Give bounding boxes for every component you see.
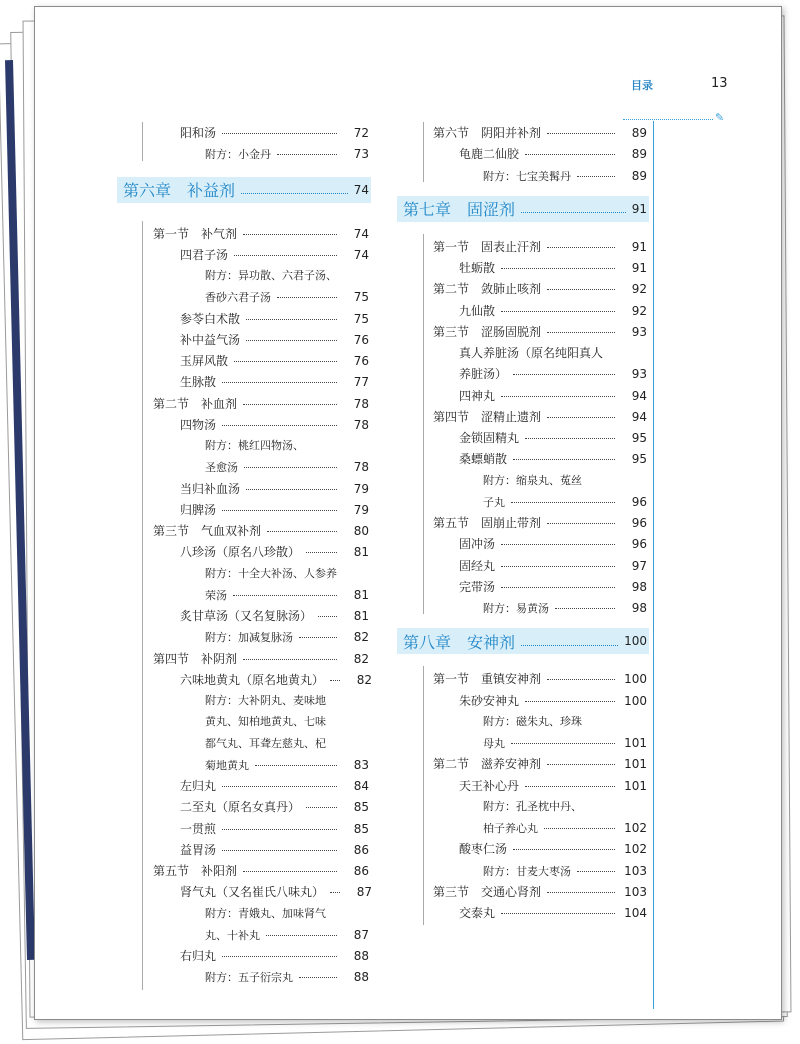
toc-section[interactable] bbox=[433, 672, 647, 686]
dot-leader bbox=[306, 552, 337, 553]
toc-entry[interactable] bbox=[459, 694, 647, 708]
dot-leader bbox=[244, 467, 337, 468]
dot-leader bbox=[513, 849, 615, 850]
toc-entry[interactable] bbox=[459, 367, 647, 381]
entry-page-number: 97 bbox=[631, 558, 647, 573]
entry-page-number: 100 bbox=[624, 672, 647, 687]
entry-page-number: 89 bbox=[631, 168, 647, 183]
entry-title: 母丸 bbox=[483, 737, 505, 750]
toc-section[interactable] bbox=[433, 282, 647, 296]
entry-title: 第六节 阴阳并补剂 bbox=[433, 126, 542, 140]
toc-sub-entry[interactable] bbox=[205, 737, 369, 751]
toc-sub-entry[interactable] bbox=[205, 928, 369, 943]
entry-title: 第三节 涩肠固脱剂 bbox=[433, 324, 542, 339]
entry-title: 第二节 滋养安神剂 bbox=[433, 757, 542, 772]
dot-leader bbox=[511, 502, 615, 503]
dot-leader bbox=[547, 523, 615, 524]
toc-entry[interactable] bbox=[180, 482, 369, 496]
entry-page-number: 101 bbox=[624, 778, 647, 793]
entry-title: 金锁固精丸 bbox=[459, 431, 520, 445]
toc-entry[interactable] bbox=[459, 559, 647, 573]
toc-sub-entry[interactable] bbox=[205, 907, 369, 921]
entry-title: 第四节 涩精止遗剂 bbox=[433, 409, 542, 424]
entry-title: 柏子养心丸 bbox=[483, 822, 538, 835]
entry-page-number: 86 bbox=[353, 842, 369, 857]
margin-rule bbox=[653, 121, 654, 1009]
entry-page-number: 93 bbox=[631, 324, 647, 339]
entry-page-number: 87 bbox=[356, 885, 373, 900]
entry-title: 菊地黄丸 bbox=[205, 758, 249, 772]
toc-sub-entry[interactable] bbox=[205, 567, 369, 581]
entry-title: 第三节 交通心肾剂 bbox=[433, 884, 542, 899]
entry-title: 八珍汤（原名八珍散） bbox=[180, 545, 301, 560]
entry-page-number: 104 bbox=[624, 906, 647, 920]
toc-section[interactable] bbox=[433, 410, 647, 424]
dot-leader bbox=[330, 892, 340, 893]
toc-entry[interactable] bbox=[180, 248, 369, 262]
entry-title: 第一节 补气剂 bbox=[153, 226, 238, 241]
entry-title: 第三节 气血双补剂 bbox=[153, 524, 262, 538]
toc-sub-entry[interactable] bbox=[205, 290, 369, 305]
entry-title: 第二节 敛肺止咳剂 bbox=[433, 282, 542, 297]
toc-entry[interactable] bbox=[459, 261, 647, 275]
dot-leader bbox=[222, 956, 337, 957]
entry-title: 附方：小金丹 bbox=[205, 148, 271, 162]
toc-sub-entry[interactable] bbox=[205, 439, 369, 453]
toc-entry[interactable] bbox=[180, 949, 369, 963]
dot-leader bbox=[513, 374, 615, 375]
entry-page-number: 89 bbox=[631, 147, 647, 162]
entry-title: 益胃汤 bbox=[180, 842, 217, 857]
dot-leader bbox=[525, 701, 615, 702]
dot-leader bbox=[234, 361, 337, 362]
toc-entry[interactable] bbox=[459, 304, 647, 318]
entry-page-number: 74 bbox=[353, 226, 369, 241]
entry-title: 桑螵蛸散 bbox=[459, 452, 508, 467]
dot-leader bbox=[501, 587, 615, 588]
entry-title: 阳和汤 bbox=[180, 126, 217, 140]
entry-title: 附方：七宝美髯丹 bbox=[483, 169, 571, 183]
dot-leader bbox=[243, 659, 337, 660]
toc-entry[interactable] bbox=[459, 779, 647, 793]
dot-leader bbox=[555, 608, 615, 609]
entry-page-number: 102 bbox=[624, 821, 647, 835]
chapter-title: 第七章 固涩剂 bbox=[403, 200, 516, 220]
entry-title: 附方：青娥丸、加味肾气 bbox=[205, 906, 326, 920]
entry-title: 附方：甘麦大枣汤 bbox=[483, 864, 571, 878]
chapter-page-number: 91 bbox=[631, 201, 647, 216]
entry-page-number: 81 bbox=[353, 609, 369, 623]
dot-leader bbox=[521, 212, 626, 213]
dot-leader bbox=[501, 311, 615, 312]
dot-leader bbox=[243, 234, 337, 235]
chapter-heading[interactable] bbox=[397, 628, 649, 654]
entry-page-number: 96 bbox=[631, 494, 647, 509]
toc-entry[interactable] bbox=[180, 800, 369, 814]
entry-page-number: 81 bbox=[353, 545, 369, 560]
toc-entry[interactable] bbox=[180, 126, 369, 140]
toc-sub-entry[interactable] bbox=[483, 736, 647, 751]
entry-title: 附方：孔圣枕中丹、 bbox=[483, 799, 582, 813]
chapter-title: 第八章 安神剂 bbox=[403, 632, 516, 652]
section-rule bbox=[423, 666, 424, 925]
dot-leader bbox=[266, 935, 337, 936]
toc-section[interactable] bbox=[153, 227, 369, 241]
entry-page-number: 76 bbox=[353, 354, 369, 368]
entry-page-number: 78 bbox=[353, 460, 369, 475]
dot-leader bbox=[544, 828, 615, 829]
dot-leader bbox=[246, 340, 337, 341]
entry-title: 九仙散 bbox=[459, 303, 496, 318]
entry-title: 附方：桃红四物汤、 bbox=[205, 439, 304, 452]
toc-sub-entry[interactable] bbox=[205, 269, 369, 283]
toc-entry[interactable] bbox=[180, 672, 373, 687]
entry-title: 生脉散 bbox=[180, 375, 217, 390]
entry-page-number: 94 bbox=[631, 388, 647, 403]
chapter-title: 第六章 补益剂 bbox=[123, 181, 236, 200]
toc-page bbox=[34, 6, 782, 1020]
entry-title: 第五节 固崩止带剂 bbox=[433, 516, 542, 530]
entry-title: 四君子汤 bbox=[180, 247, 229, 262]
entry-title: 附方：磁朱丸、珍珠 bbox=[483, 714, 582, 728]
dot-leader bbox=[501, 268, 615, 269]
dot-leader bbox=[234, 255, 337, 256]
entry-title: 一贯煎 bbox=[180, 821, 217, 836]
entry-title: 黄丸、知柏地黄丸、七味 bbox=[205, 715, 326, 729]
dot-leader bbox=[246, 319, 337, 320]
dot-leader bbox=[299, 637, 337, 638]
entry-title: 当归补血汤 bbox=[180, 481, 241, 496]
chapter-page-number: 74 bbox=[353, 182, 369, 197]
entry-title: 第二节 补血剂 bbox=[153, 396, 238, 411]
dot-leader bbox=[577, 176, 615, 177]
dot-leader bbox=[267, 531, 337, 532]
entry-page-number: 78 bbox=[353, 396, 369, 411]
toc-entry[interactable] bbox=[180, 418, 369, 432]
toc-entry[interactable] bbox=[459, 537, 647, 551]
entry-title: 参苓白术散 bbox=[180, 311, 241, 326]
toc-entry[interactable] bbox=[180, 885, 373, 900]
entry-title: 固经丸 bbox=[459, 558, 496, 573]
entry-title: 附方：加减复脉汤 bbox=[205, 631, 293, 645]
entry-title: 交泰丸 bbox=[459, 906, 496, 920]
dot-leader bbox=[525, 786, 615, 787]
dot-leader bbox=[222, 382, 337, 383]
entry-page-number: 103 bbox=[624, 884, 647, 899]
entry-title: 四神丸 bbox=[459, 388, 496, 403]
entry-title: 牡蛎散 bbox=[459, 261, 496, 275]
toc-entry[interactable] bbox=[180, 354, 369, 368]
dot-leader bbox=[577, 871, 615, 872]
entry-page-number: 82 bbox=[353, 630, 369, 645]
toc-entry[interactable] bbox=[180, 312, 369, 326]
dot-leader bbox=[547, 892, 615, 893]
entry-page-number: 84 bbox=[353, 779, 369, 793]
entry-page-number: 80 bbox=[353, 524, 369, 538]
toc-sub-entry[interactable] bbox=[483, 715, 647, 729]
entry-title: 第四节 补阴剂 bbox=[153, 651, 238, 666]
section-rule bbox=[142, 221, 143, 990]
dot-leader bbox=[222, 425, 337, 426]
entry-title: 附方：十全大补汤、人参养 bbox=[205, 566, 337, 580]
entry-page-number: 92 bbox=[631, 282, 647, 297]
dot-leader bbox=[222, 133, 337, 134]
entry-page-number: 88 bbox=[353, 970, 369, 985]
dot-leader bbox=[513, 459, 615, 460]
toc-sub-entry[interactable] bbox=[205, 694, 369, 708]
toc-section[interactable] bbox=[433, 126, 647, 140]
dot-leader bbox=[525, 438, 615, 439]
entry-title: 天王补心丹 bbox=[459, 778, 520, 793]
entry-title: 归脾汤 bbox=[180, 502, 217, 517]
entry-title: 四物汤 bbox=[180, 417, 217, 432]
dot-leader bbox=[501, 396, 615, 397]
entry-title: 二至丸（原名女真丹） bbox=[180, 800, 301, 815]
toc-sub-entry[interactable] bbox=[483, 800, 647, 814]
entry-title: 附方：五子衍宗丸 bbox=[205, 971, 293, 985]
dot-leader bbox=[501, 913, 615, 914]
toc-sub-entry[interactable] bbox=[483, 864, 647, 879]
entry-title: 肾气丸（又名崔氏八味丸） bbox=[180, 885, 325, 900]
dot-leader bbox=[299, 977, 337, 978]
entry-page-number: 88 bbox=[353, 949, 369, 963]
toc-sub-entry[interactable] bbox=[205, 758, 369, 773]
entry-title: 附方：易黄汤 bbox=[483, 602, 549, 615]
dot-leader bbox=[277, 297, 337, 298]
entry-title: 第五节 补阳剂 bbox=[153, 864, 238, 878]
toc-entry[interactable] bbox=[459, 147, 647, 161]
entry-title: 丸、十补丸 bbox=[205, 928, 260, 942]
dot-leader bbox=[501, 566, 615, 567]
toc-entry[interactable] bbox=[180, 779, 369, 793]
entry-page-number: 87 bbox=[353, 927, 369, 942]
entry-page-number: 83 bbox=[353, 757, 369, 772]
toc-sub-entry[interactable] bbox=[205, 630, 369, 645]
toc-entry[interactable] bbox=[459, 842, 647, 856]
entry-title: 子丸 bbox=[483, 495, 505, 509]
toc-section[interactable] bbox=[433, 885, 647, 899]
entry-page-number: 86 bbox=[353, 864, 369, 878]
dot-leader bbox=[330, 680, 340, 681]
entry-page-number: 98 bbox=[631, 579, 647, 594]
toc-entry[interactable] bbox=[180, 843, 369, 857]
toc-section[interactable] bbox=[153, 524, 369, 538]
entry-title: 炙甘草汤（又名复脉汤） bbox=[180, 609, 313, 623]
entry-page-number: 79 bbox=[353, 502, 369, 517]
dot-leader bbox=[222, 829, 337, 830]
dot-leader bbox=[222, 850, 337, 851]
entry-title: 第一节 固表止汗剂 bbox=[433, 239, 542, 254]
dot-leader bbox=[306, 807, 337, 808]
dot-leader bbox=[233, 595, 337, 596]
toc-entry[interactable] bbox=[180, 609, 369, 623]
entry-title: 朱砂安神丸 bbox=[459, 693, 520, 708]
entry-title: 附方：缩泉丸、菟丝 bbox=[483, 473, 582, 487]
toc-entry[interactable] bbox=[459, 580, 647, 594]
entry-page-number: 81 bbox=[353, 587, 369, 602]
running-header-label: 目录 bbox=[631, 79, 653, 92]
entry-title: 左归丸 bbox=[180, 779, 217, 793]
entry-page-number: 74 bbox=[353, 247, 369, 262]
entry-page-number: 79 bbox=[353, 481, 369, 496]
entry-page-number: 96 bbox=[631, 516, 647, 530]
entry-page-number: 93 bbox=[631, 367, 647, 382]
entry-title: 六味地黄丸（原名地黄丸） bbox=[180, 672, 325, 687]
toc-section[interactable] bbox=[153, 864, 369, 878]
dot-leader bbox=[547, 764, 615, 765]
entry-page-number: 91 bbox=[631, 239, 647, 254]
entry-title: 附方：大补阴丸、麦味地 bbox=[205, 694, 326, 707]
toc-sub-entry[interactable] bbox=[483, 821, 647, 836]
dot-leader bbox=[521, 645, 618, 646]
toc-entry[interactable] bbox=[459, 346, 647, 360]
chapter-heading[interactable] bbox=[397, 196, 649, 222]
entry-page-number: 76 bbox=[353, 332, 369, 347]
entry-page-number: 91 bbox=[631, 261, 647, 275]
entry-page-number: 89 bbox=[631, 126, 647, 140]
dot-leader bbox=[547, 247, 615, 248]
entry-title: 玉屏风散 bbox=[180, 354, 229, 368]
pen-icon: ✎ bbox=[715, 111, 725, 124]
dot-leader bbox=[547, 417, 615, 418]
entry-title: 龟鹿二仙胶 bbox=[459, 147, 520, 162]
entry-page-number: 77 bbox=[353, 375, 369, 390]
toc-section[interactable] bbox=[153, 397, 369, 411]
dot-leader bbox=[547, 679, 615, 680]
entry-page-number: 100 bbox=[624, 693, 647, 708]
toc-section[interactable] bbox=[153, 652, 369, 666]
entry-title: 养脏汤） bbox=[459, 367, 508, 382]
entry-page-number: 75 bbox=[353, 290, 369, 305]
toc-sub-entry[interactable] bbox=[205, 147, 369, 162]
section-rule bbox=[142, 122, 143, 161]
dot-leader bbox=[547, 133, 615, 134]
toc-section[interactable] bbox=[433, 240, 647, 254]
toc-sub-entry[interactable] bbox=[483, 495, 647, 510]
toc-entry[interactable] bbox=[459, 452, 647, 466]
dot-leader bbox=[511, 743, 615, 744]
entry-title: 右归丸 bbox=[180, 949, 217, 963]
section-rule bbox=[423, 122, 424, 182]
dot-leader bbox=[318, 616, 337, 617]
toc-entry[interactable] bbox=[180, 822, 369, 836]
entry-page-number: 82 bbox=[353, 651, 369, 666]
toc-sub-entry[interactable] bbox=[205, 715, 369, 729]
entry-title: 都气丸、耳聋左慈丸、杞 bbox=[205, 736, 326, 750]
toc-sub-entry[interactable] bbox=[205, 970, 369, 985]
entry-title: 香砂六君子汤 bbox=[205, 291, 271, 305]
dot-leader bbox=[277, 154, 337, 155]
header-divider bbox=[623, 119, 713, 120]
toc-entry[interactable] bbox=[459, 906, 647, 920]
toc-sub-entry[interactable] bbox=[205, 588, 369, 603]
chapter-heading[interactable] bbox=[117, 177, 371, 203]
dot-leader bbox=[255, 765, 337, 766]
toc-sub-entry[interactable] bbox=[205, 460, 369, 475]
entry-page-number: 85 bbox=[353, 821, 369, 836]
toc-sub-entry[interactable] bbox=[483, 601, 647, 616]
entry-title: 固冲汤 bbox=[459, 537, 496, 552]
toc-sub-entry[interactable] bbox=[483, 474, 647, 488]
toc-section[interactable] bbox=[433, 325, 647, 339]
toc-entry[interactable] bbox=[459, 389, 647, 403]
dot-leader bbox=[243, 404, 337, 405]
entry-page-number: 78 bbox=[353, 417, 369, 432]
entry-page-number: 94 bbox=[631, 409, 647, 424]
entry-page-number: 96 bbox=[631, 537, 647, 552]
entry-page-number: 92 bbox=[631, 303, 647, 318]
toc-entry[interactable] bbox=[180, 333, 369, 347]
entry-page-number: 75 bbox=[353, 311, 369, 326]
entry-page-number: 73 bbox=[353, 147, 369, 162]
entry-title: 圣愈汤 bbox=[205, 461, 238, 475]
entry-title: 酸枣仁汤 bbox=[459, 842, 508, 857]
entry-page-number: 85 bbox=[353, 800, 369, 815]
toc-section[interactable] bbox=[433, 516, 647, 530]
toc-sub-entry[interactable] bbox=[483, 169, 647, 184]
entry-page-number: 103 bbox=[624, 863, 647, 878]
entry-title: 真人养脏汤（原名纯阳真人 bbox=[459, 346, 604, 360]
entry-title: 荣汤 bbox=[205, 588, 227, 602]
toc-entry[interactable] bbox=[180, 375, 369, 389]
dot-leader bbox=[525, 154, 615, 155]
dot-leader bbox=[243, 871, 337, 872]
entry-page-number: 101 bbox=[624, 757, 647, 772]
entry-title: 完带汤 bbox=[459, 579, 496, 594]
dot-leader bbox=[547, 332, 615, 333]
dot-leader bbox=[547, 289, 615, 290]
toc-section[interactable] bbox=[433, 757, 647, 771]
entry-page-number: 72 bbox=[353, 126, 369, 140]
dot-leader bbox=[222, 510, 337, 511]
toc-entry[interactable] bbox=[180, 503, 369, 517]
dot-leader bbox=[222, 786, 337, 787]
entry-title: 第一节 重镇安神剂 bbox=[433, 672, 542, 687]
entry-title: 附方：异功散、六君子汤、 bbox=[205, 269, 337, 282]
entry-page-number: 98 bbox=[631, 601, 647, 615]
entry-page-number: 82 bbox=[356, 672, 373, 687]
toc-entry[interactable] bbox=[459, 431, 647, 445]
chapter-page-number: 100 bbox=[624, 634, 647, 649]
dot-leader bbox=[501, 544, 615, 545]
page-number: 13 bbox=[711, 76, 728, 91]
section-rule bbox=[423, 234, 424, 615]
toc-entry[interactable] bbox=[180, 545, 369, 559]
entry-page-number: 95 bbox=[631, 452, 647, 467]
entry-page-number: 102 bbox=[624, 842, 647, 857]
entry-page-number: 101 bbox=[624, 736, 647, 750]
entry-title: 补中益气汤 bbox=[180, 332, 241, 347]
entry-page-number: 95 bbox=[631, 431, 647, 445]
dot-leader bbox=[241, 193, 348, 194]
dot-leader bbox=[246, 489, 337, 490]
